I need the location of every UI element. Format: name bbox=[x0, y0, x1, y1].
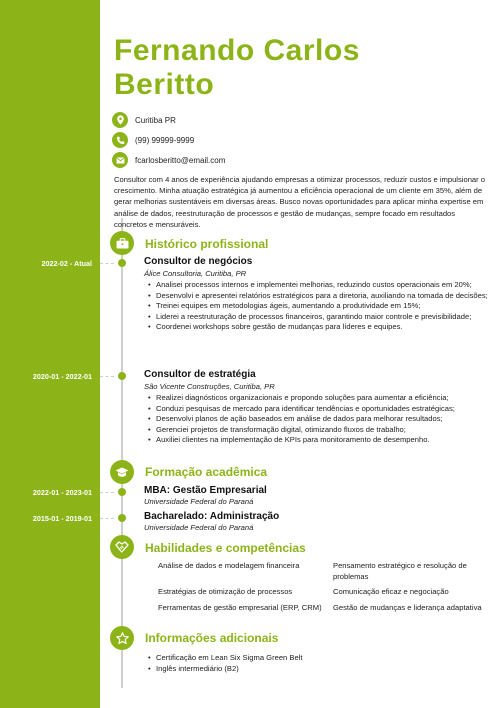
star-icon bbox=[110, 626, 134, 650]
candidate-name bbox=[114, 34, 360, 102]
skills-grid bbox=[158, 561, 492, 613]
envelope-icon bbox=[112, 152, 128, 168]
education-1-title: MBA: Gestão Empresarial bbox=[144, 485, 267, 496]
section-title-education: Formação acadêmica bbox=[145, 465, 268, 479]
section-title-additional: Informações adicionais bbox=[145, 631, 279, 645]
name-line-2: Beritto bbox=[114, 68, 215, 101]
graduation-cap-icon bbox=[110, 460, 134, 484]
briefcase-icon bbox=[110, 231, 134, 255]
experience-2-org: São Vicente Construções, Curitiba, PR bbox=[144, 382, 275, 391]
experience-2-title: Consultor de estratégia bbox=[144, 369, 256, 380]
phone-icon bbox=[112, 132, 128, 148]
timeline-dot bbox=[118, 488, 126, 496]
skill-item: Gestão de mudanças e liderança adaptativa bbox=[333, 602, 482, 612]
email-text[interactable]: fcarlosberitto@email.com bbox=[135, 155, 226, 165]
sidebar-band bbox=[0, 0, 100, 708]
experience-1-bullets bbox=[148, 280, 488, 333]
skill-item: Comunicação eficaz e negociação bbox=[333, 587, 449, 597]
list-item: • Coordenei workshops sobre gestão de mudanças para líderes e equipes. bbox=[148, 322, 488, 333]
education-2-dates: 2015-01 - 2019-01 bbox=[32, 514, 92, 523]
name-line-1: Fernando Carlos bbox=[114, 34, 360, 67]
list-item: • Certificação em Lean Six Sigma Green Belt bbox=[148, 653, 488, 664]
list-item: • Inglês intermediário (B2) bbox=[148, 664, 488, 675]
list-item: • Liderei a reestruturação de processos financeiros, garantindo maior controle e previsibilidade; bbox=[148, 312, 488, 323]
section-title-skills: Habilidades e competências bbox=[145, 541, 306, 555]
skill-item: Ferramentas de gestão empresarial (ERP, CRM) bbox=[158, 602, 322, 612]
timeline-dot bbox=[118, 372, 126, 380]
date-connector bbox=[100, 492, 114, 493]
experience-1-org: Álice Consultoria, Curitiba, PR bbox=[144, 269, 247, 278]
list-item: • Auxiliei clientes na implementação de KPIs para monitoramento de desempenho. bbox=[148, 435, 488, 446]
education-2-title: Bacharelado: Administração bbox=[144, 511, 280, 522]
list-item: • Desenvolvi planos de ação baseados em análise de dados para melhorar resultados; bbox=[148, 414, 488, 425]
experience-1-title: Consultor de negócios bbox=[144, 256, 253, 267]
professional-summary: Consultor com 4 anos de experiência ajudando empresas a otimizar processos, reduzir custos e impulsionar o crescimento. Minha atuação estratégica já aumentou a eficiência operacional de um cliente em 35%, além de gerar melhorias sustentáveis em diversas áreas. Busco novas oportunidades para aplicar minha expertise em análise de dados, reestruturação de processos e gestão de mudanças, sempre focado em resultados concretos e mensuráveis. bbox=[114, 175, 486, 229]
education-2-org: Universidade Federal do Paraná bbox=[144, 523, 254, 532]
contact-phone bbox=[112, 132, 194, 148]
contact-location bbox=[112, 112, 176, 128]
experience-2-dates: 2020-01 - 2022-01 bbox=[32, 372, 92, 381]
list-item: • Conduzi pesquisas de mercado para identificar tendências e oportunidades estratégicas; bbox=[148, 404, 488, 415]
education-1-dates: 2022-01 - 2023-01 bbox=[32, 488, 92, 497]
experience-2-bullets bbox=[148, 393, 488, 446]
skill-item: Análise de dados e modelagem financeira bbox=[158, 561, 300, 570]
location-text: Curitiba PR bbox=[135, 115, 176, 125]
date-connector bbox=[100, 263, 114, 264]
timeline-dot bbox=[118, 259, 126, 267]
list-item: • Gerenciei projetos de transformação digital, otimizando fluxos de trabalho; bbox=[148, 425, 488, 436]
skill-item: Estratégias de otimização de processos bbox=[158, 587, 293, 597]
list-item: • Realizei diagnósticos organizacionais e propondo soluções para aumentar a eficiência; bbox=[148, 393, 488, 404]
skill-item: Pensamento estratégico e resolução de problemas bbox=[333, 561, 467, 581]
contact-email[interactable] bbox=[112, 152, 225, 168]
date-connector bbox=[100, 518, 114, 519]
list-item: • Desenvolvi e apresentei relatórios estratégicos para a diretoria, auxiliando na tomada de decisões; bbox=[148, 291, 488, 302]
education-1-org: Universidade Federal do Paraná bbox=[144, 497, 254, 506]
map-pin-icon bbox=[112, 112, 128, 128]
handshake-icon bbox=[110, 535, 134, 559]
date-connector bbox=[100, 376, 114, 377]
list-item: • Analisei processos internos e implementei melhorias, reduzindo custos operacionais em 20%; bbox=[148, 280, 488, 291]
list-item: • Treinei equipes em metodologias ágeis, aumentando a produtividade em 15%; bbox=[148, 301, 488, 312]
additional-info-list bbox=[148, 653, 488, 674]
experience-1-dates: 2022-02 - Atual bbox=[41, 259, 92, 268]
timeline-dot bbox=[118, 514, 126, 522]
phone-text: (99) 99999-9999 bbox=[135, 135, 195, 145]
timeline-line bbox=[121, 218, 123, 688]
section-title-experience: Histórico profissional bbox=[145, 237, 269, 251]
